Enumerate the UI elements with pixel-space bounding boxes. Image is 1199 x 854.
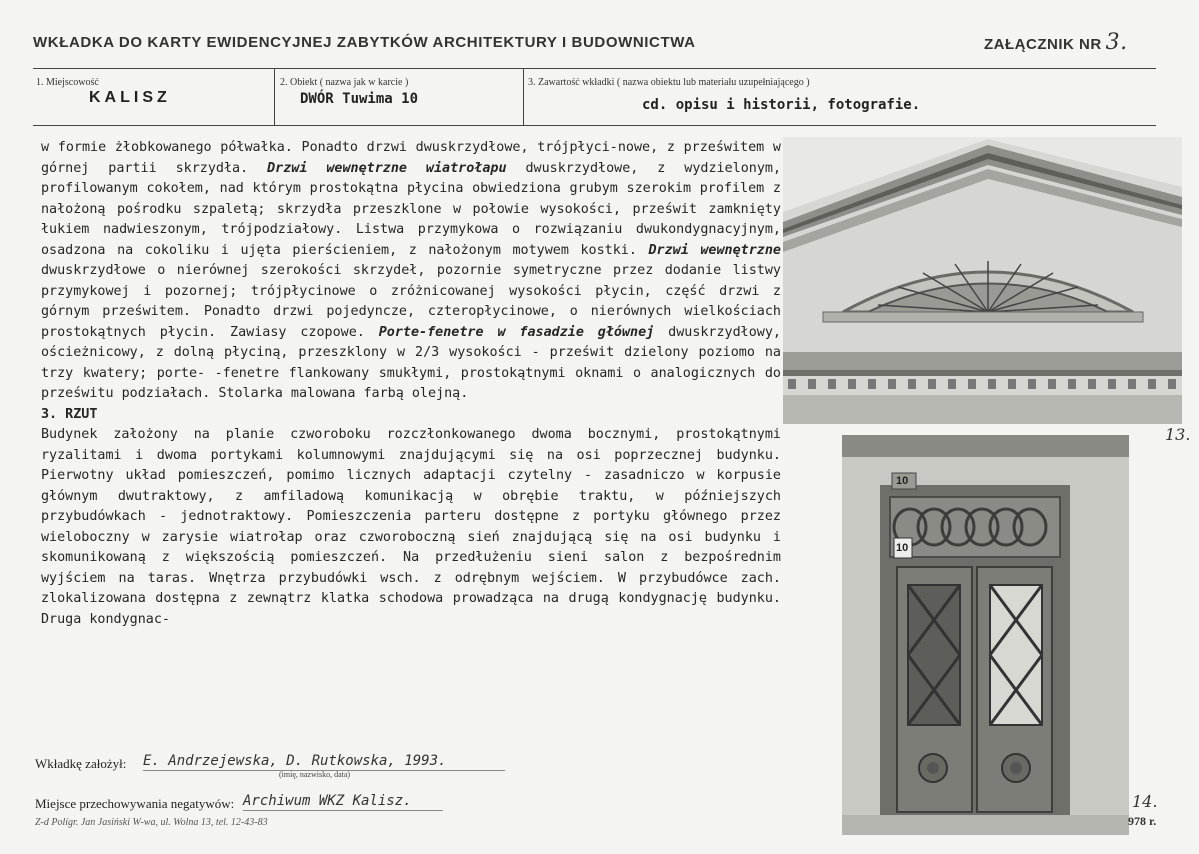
- door-number-plate: 10: [896, 542, 909, 554]
- object-value: DWÓR Tuwima 10: [300, 91, 419, 107]
- content-value: cd. opisu i historii, fotografie.: [642, 97, 921, 113]
- body-paragraph-2: Budynek założony na planie czworoboku rozczłonkowanego dwoma bocznymi, prostokątnymi ryzalitami i dwoma portykami kolumnowymi znajdującymi się na osi poprzecznej budynku. Pierwotny układ pomieszczeń, pomimo licznych adaptacji czytelny - zasadniczo w korpusie głównym dwutraktowy, z amfiladową komunikacją w obrębie traktu, w późniejszych przybudówkach - jednotraktowy. Pomieszczenia parteru dostępne z portyku głównego przez wieloboczny w zarysie wiatrołap oraz czworoboczną sień znajdującą się na osi budynku i skomunikowaną z większością pomieszczeń. Na przedłużeniu sieni salon z bezpośrednim wyjściem na taras. Wnętrza przybudówki wsch. z odrębnym wejściem. W przybudówce zach. zlokalizowana dostępna z zewnątrz klatka schodowa prowadząca na drugą kondygnację budynku. Druga kondygnac-: [41, 427, 781, 627]
- content-label: 3. Zawartość wkładki ( nazwa obiektu lub materiału uzupełniającego ): [528, 77, 810, 88]
- door-number-sign: 10: [896, 475, 909, 487]
- photo-number-14: 14.: [1132, 792, 1158, 811]
- photo-number-13: 13.: [1165, 425, 1191, 444]
- header-title: WKŁADKA DO KARTY EWIDENCYJNEJ ZABYTKÓW ARCHITEKTURY I BUDOWNICTWA: [33, 34, 696, 51]
- door-illustration: [842, 435, 1129, 835]
- annex-label-text: ZAŁĄCZNIK NR: [984, 36, 1102, 53]
- negatives-underline: [243, 810, 443, 811]
- text-run: dwuskrzydłowy, ościeżnicowy, z dolną płyciną, przeszklony w 2/3 wysokości - prześwit dzielony poziomo na trzy kwatery; porte- -fenetre flankowany smukłymi, prostokątnymi oknami o analogicznych do prześwitu podziałach. Stolarka malowana farbą olejną.: [41, 324, 781, 401]
- field-divider-2: [523, 68, 524, 125]
- object-label: 2. Obiekt ( nazwa jak w karcie ): [280, 77, 409, 88]
- header-rule-top: [33, 68, 1156, 69]
- author-note: (imię, nazwisko, data): [279, 770, 351, 779]
- section-heading-rzut: 3. RZUT: [41, 406, 98, 422]
- negatives-value: Archiwum WKZ Kalisz.: [243, 793, 412, 809]
- emphasis-term: Porte-fenetre w fasadzie głównej: [378, 324, 655, 340]
- field-divider-1: [274, 68, 275, 125]
- negatives-label: Miejsce przechowywania negatywów:: [35, 796, 235, 811]
- print-year: 978 r.: [1128, 814, 1157, 828]
- body-paragraph-1: [41, 138, 781, 405]
- annex-number: 3.: [1105, 30, 1128, 55]
- pediment-illustration: [783, 137, 1182, 424]
- text-run: w formie żłobkowanego półwałka. Ponadto drzwi dwuskrzydłowe, trójpłyci-nowe, z prześwitem w górnej partii skrzydła.: [41, 140, 781, 176]
- body-text: [41, 138, 781, 630]
- text-run: dwuskrzydłowe o nierównej szerokości skrzydeł, pozornie symetryczne przez dodanie listwy przymykowej i pozornej; trójpłycinowe o zróżnicowanej wysokości płycin, część drzwi z górnym prześwitem. Ponadto drzwi pojedyncze, czteropłycinowe, o nierównych wielkościach prostokątnych płycin. Zawiasy czopowe.: [41, 263, 781, 340]
- locality-label: 1. Miejscowość: [36, 77, 99, 88]
- emphasis-term: Drzwi wewnętrzne wiatrołapu: [267, 160, 507, 176]
- author-label: Wkładkę założył:: [35, 756, 127, 771]
- emphasis-term: Drzwi wewnętrzne: [648, 242, 781, 258]
- locality-value: KALISZ: [89, 89, 171, 106]
- author-value: E. Andrzejewska, D. Rutkowska, 1993.: [143, 753, 447, 769]
- header-rule-bottom: [33, 125, 1156, 126]
- text-run: dwuskrzydłowe, z wydzielonym, profilowanym cokołem, nad którym prostokątna płycina obwiedziona grubym szerokim profilem z nałożoną pośrodku szpaletą; skrzydła przeszklone w połowie wysokości, prześwit zamknięty łukiem nadwieszonym, trójpodziałowy. Listwa przymykowa o rozwiązaniu dwukondygnacyjnym, osadzona na cokoliku i ujęta pierścieniem, z nałożonym motywem kostki.: [41, 160, 782, 258]
- annex-label: [984, 30, 1128, 55]
- printer-imprint: Z-d Polígr. Jan Jasiński W-wa, ul. Wolna 13, tel. 12-43-83: [35, 817, 268, 828]
- photo-door: [842, 435, 1129, 835]
- photo-pediment: [783, 137, 1182, 424]
